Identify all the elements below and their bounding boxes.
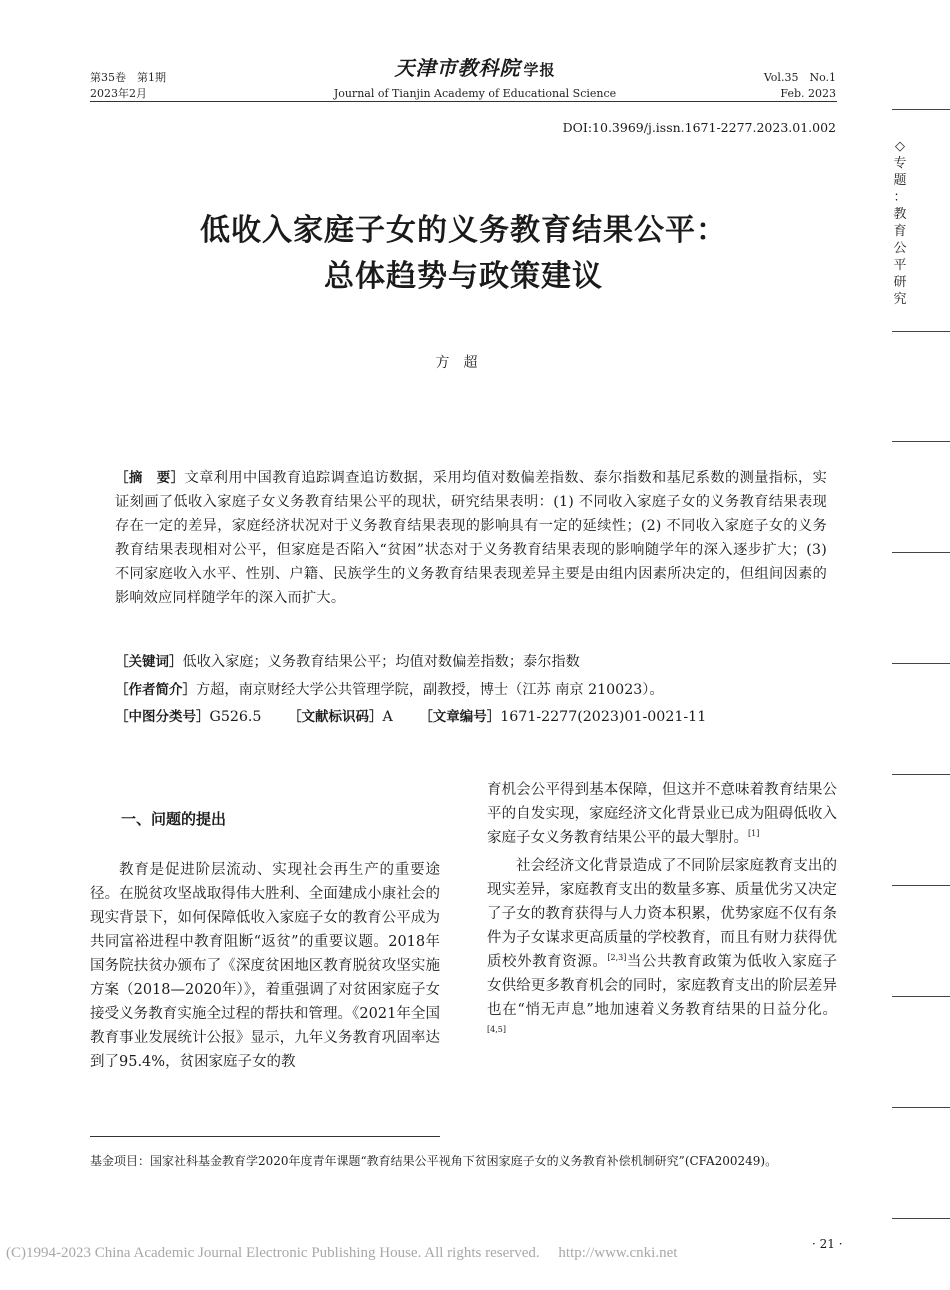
body-paragraph: 教育是促进阶层流动、实现社会再生产的重要途径。在脱贫攻坚战取得伟大胜利、全面建成小康社会的现实背景下，如何保障低收入家庭子女的教育公平成为共同富裕进程中教育阻断“返贫”的重要议题。2018年国务院扶贫办颁布了《深度贫困地区教育脱贫攻坚实施方案（2018—2020年）》，着重强调了对贫困家庭子女接受义务教育实施全过程的帮扶和管理。《2021年全国教育事业发展统计公报》显示，九年义务教育巩固率达到了95.4%，贫困家庭子女的教 xyxy=(90,862,440,1070)
article-author: 方超 xyxy=(435,355,492,371)
side-char: 研 xyxy=(893,275,907,290)
keywords xyxy=(115,650,580,674)
side-char: 平 xyxy=(893,258,907,273)
copyright-watermark: (C)1994-2023 China Academic Journal Electronic Publishing House. All rights reserved. http://www.cnki.net xyxy=(6,1245,678,1261)
author-bio xyxy=(115,678,664,702)
body-text: 当公共教育政策为低收入家庭子女供给更多教育机会的同时，家庭教育支出的阶层差异也在“悄无声息”地加速着义务教育结果的日益分化。 xyxy=(487,954,837,1018)
abstract-label: ［摘 要］ xyxy=(115,470,185,486)
keywords-label: ［关键词］ xyxy=(115,654,183,670)
side-column-label xyxy=(892,138,908,308)
side-char: 题 xyxy=(893,173,907,188)
citation: [4,5] xyxy=(487,1025,506,1035)
side-divider xyxy=(892,1218,950,1219)
journal-title-cn xyxy=(300,52,650,81)
diamond-icon: ◇ xyxy=(895,139,905,154)
clc-value: G526.5 xyxy=(209,709,262,725)
doc-code-label: ［文献标识码］ xyxy=(287,709,383,725)
header-left xyxy=(90,70,166,102)
citation: [1] xyxy=(748,829,760,839)
body-right-column xyxy=(487,778,837,1046)
side-char: 专 xyxy=(893,156,907,171)
side-divider xyxy=(892,109,950,110)
author-bio-text: 方超，南京财经大学公共管理学院，副教授，博士（江苏 南京 210023）。 xyxy=(196,682,664,698)
side-divider xyxy=(892,1107,950,1108)
journal-title-cn-main: 天津市教科院 xyxy=(394,56,521,80)
side-divider xyxy=(892,441,950,442)
volume-issue-en: Vol.35 No.1 xyxy=(763,71,836,84)
header-rule xyxy=(90,101,837,102)
article-no-value: 1671-2277(2023)01-0021-11 xyxy=(500,709,707,725)
citation: [2,3] xyxy=(607,953,627,963)
header-right xyxy=(764,70,836,102)
body-paragraph xyxy=(487,778,837,850)
author-bio-label: ［作者简介］ xyxy=(115,682,196,698)
body-text: 育机会公平得到基本保障，但这并不意味着教育结果公平的自发实现，家庭经济文化背景业已成为阻碍低收入家庭子女义务教育结果公平的最大掣肘。 xyxy=(487,782,837,846)
clc-label: ［中图分类号］ xyxy=(115,709,210,725)
doi: DOI:10.3969/j.issn.1671-2277.2023.01.002 xyxy=(562,120,836,135)
article-title-line1: 低收入家庭子女的义务教育结果公平： xyxy=(200,213,727,248)
body-text: 社会经济文化背景造成了不同阶层家庭教育支出的现实差异，家庭教育支出的数量多寡、质量优劣又决定了子女的教育获得与人力资本积累，优势家庭不仅有条件为子女谋求更高质量的学校教育，而且有财力获得优质校外教育资源。 xyxy=(487,858,837,970)
side-divider xyxy=(892,552,950,553)
side-divider xyxy=(892,663,950,664)
side-divider xyxy=(892,996,950,997)
keywords-text: 低收入家庭；义务教育结果公平；均值对数偏差指数；泰尔指数 xyxy=(182,654,580,670)
side-divider xyxy=(892,885,950,886)
side-char: ： xyxy=(893,190,907,205)
side-divider xyxy=(892,331,950,332)
side-char: 公 xyxy=(893,241,907,256)
abstract xyxy=(115,466,827,610)
doc-code-value: A xyxy=(382,709,393,725)
classification-line xyxy=(115,705,706,729)
side-char: 教 xyxy=(893,207,907,222)
article-no-label: ［文章编号］ xyxy=(419,709,501,725)
side-char: 育 xyxy=(893,224,907,239)
body-paragraph xyxy=(487,854,837,1046)
side-divider xyxy=(892,774,950,775)
article-title xyxy=(90,208,837,300)
journal-masthead xyxy=(300,52,650,100)
journal-title-en: Journal of Tianjin Academy of Educational Science xyxy=(333,87,617,100)
date-cn: 2023年2月 xyxy=(90,87,147,100)
section-heading: 一、问题的提出 xyxy=(121,810,227,828)
journal-title-cn-suffix: 学报 xyxy=(523,61,556,79)
footnote-rule xyxy=(90,1136,440,1137)
side-char: 究 xyxy=(893,292,907,307)
volume-issue-cn: 第35卷 第1期 xyxy=(90,71,166,84)
date-en: Feb. 2023 xyxy=(780,87,836,100)
funding-note: 基金项目：国家社科基金教育学2020年度青年课题“教育结果公平视角下贫困家庭子女的义务教育补偿机制研究”(CFA200249)。 xyxy=(90,1154,778,1168)
abstract-text: 文章利用中国教育追踪调查追访数据，采用均值对数偏差指数、泰尔指数和基尼系数的测量指标，实证刻画了低收入家庭子女义务教育结果公平的现状，研究结果表明：(1) 不同收入家庭子女的义务教育结果表现存在一定的差异，家庭经济状况对于义务教育结果表现的影响具有一定的延续性；(2) 不同收入家庭子女的义务教育结果表现相对公平，但家庭是否陷入“贫困”状态对于义务教育结果表现的影响随学年的深入逐步扩大；(3) 不同家庭收入水平、性别、户籍、民族学生的义务教育结果表现差异主要是由组内因素所决定的，但组间因素的影响效应同样随学年的深入而扩大。 xyxy=(115,470,827,606)
page-number: · 21 · xyxy=(812,1237,843,1251)
body-left-column xyxy=(90,858,440,1074)
article-title-line2: 总体趋势与政策建议 xyxy=(324,259,603,294)
